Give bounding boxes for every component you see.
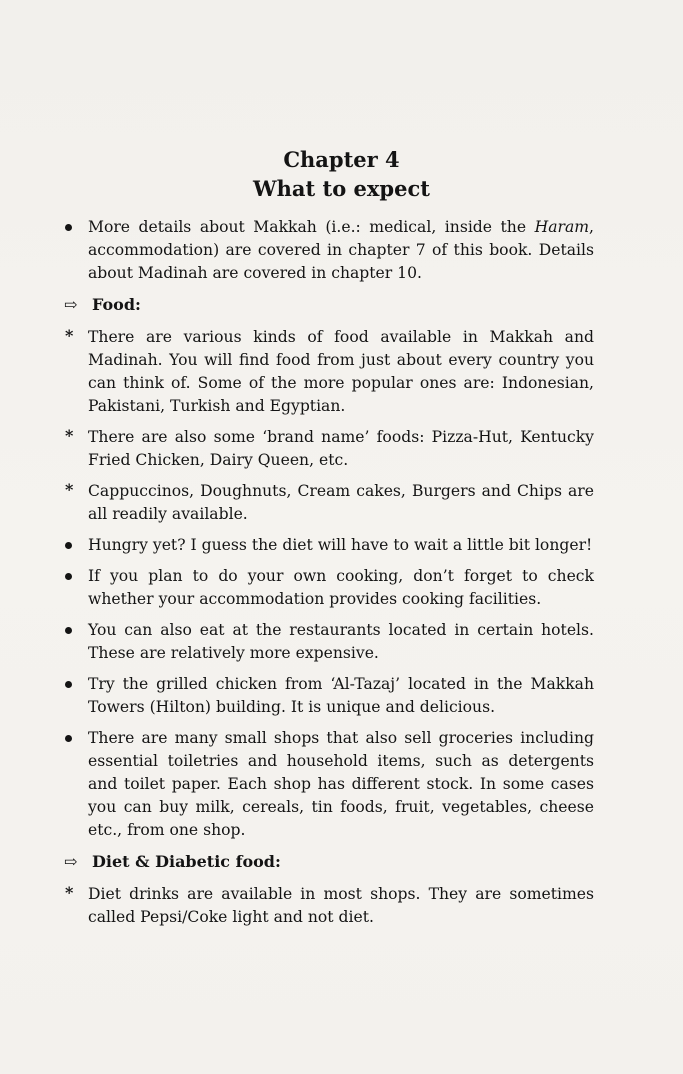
- food-star-item-text: There are also some ‘brand name’ foods: Pizza-Hut, Kentucky Fried Chicken, Dairy Queen, etc.: [88, 428, 594, 469]
- right-arrow-icon: ⇨: [64, 295, 78, 314]
- intro-text-part1: More details about Makkah (i.e.: medical, inside the: [88, 218, 535, 236]
- bullet-dot-icon: [64, 619, 84, 642]
- diet-star-item-text: Diet drinks are available in most shops. They are sometimes called Pepsi/Coke light and not diet.: [88, 885, 594, 926]
- asterisk-icon: *: [65, 480, 74, 499]
- food-star-item: [64, 480, 594, 526]
- food-bullet-item: [64, 565, 594, 611]
- food-bullet-item: [64, 534, 594, 557]
- food-bullet-item-text: If you plan to do your own cooking, don’t forget to check whether your accommodation provides cooking facilities.: [88, 567, 594, 608]
- food-bullet-item: [64, 727, 594, 842]
- food-bullet-item-text: Try the grilled chicken from ‘Al-Tazaj’ located in the Makkah Towers (Hilton) building. It is unique and delicious.: [88, 675, 594, 716]
- section-heading-diet: [64, 850, 594, 873]
- food-bullet-item: [64, 673, 594, 719]
- chapter-title: What to expect: [253, 176, 430, 201]
- food-bullet-item-text: Hungry yet? I guess the diet will have to wait a little bit longer!: [88, 536, 593, 554]
- section-heading-food-label: Food:: [92, 295, 141, 314]
- food-star-item: [64, 326, 594, 418]
- section-heading-diet-label: Diet & Diabetic food:: [92, 852, 281, 871]
- asterisk-icon: *: [65, 326, 74, 345]
- intro-text-italic: Haram: [534, 218, 590, 236]
- food-star-item: [64, 426, 594, 472]
- food-star-item-text: There are various kinds of food available in Makkah and Madinah. You will find food from just about every country you can think of. Some of the more popular ones are: Indonesian, Pakistani, Turkish and Egyptian.: [88, 328, 594, 415]
- asterisk-icon: *: [65, 426, 74, 445]
- right-arrow-icon: ⇨: [64, 852, 78, 871]
- chapter-number: Chapter 4: [283, 147, 400, 172]
- intro-bullet-item: [64, 216, 594, 285]
- food-bullet-item-text: You can also eat at the restaurants located in certain hotels. These are relatively more expensive.: [88, 621, 594, 662]
- bullet-dot-icon: [64, 216, 84, 239]
- bullet-dot-icon: [64, 673, 84, 696]
- asterisk-icon: *: [65, 883, 74, 902]
- intro-text-part2: , accommodation) are covered in chapter 7 of this book. Details about Madinah are covered in chapter 10.: [88, 218, 594, 282]
- bullet-dot-icon: [64, 534, 84, 557]
- bullet-dot-icon: [64, 727, 84, 750]
- chapter-heading: [0, 145, 683, 203]
- bullet-dot-icon: [64, 565, 84, 588]
- food-bullet-item: [64, 619, 594, 665]
- food-bullet-item-text: There are many small shops that also sell groceries including essential toiletries and household items, such as detergents and toilet paper. Each shop has different stock. In some cases you can buy milk, cereals, tin foods, fruit, vegetables, cheese etc., from one shop.: [88, 729, 594, 839]
- chapter-body: [64, 216, 594, 937]
- diet-star-item: [64, 883, 594, 929]
- section-heading-food: [64, 293, 594, 316]
- food-star-item-text: Cappuccinos, Doughnuts, Cream cakes, Burgers and Chips are all readily available.: [88, 482, 594, 523]
